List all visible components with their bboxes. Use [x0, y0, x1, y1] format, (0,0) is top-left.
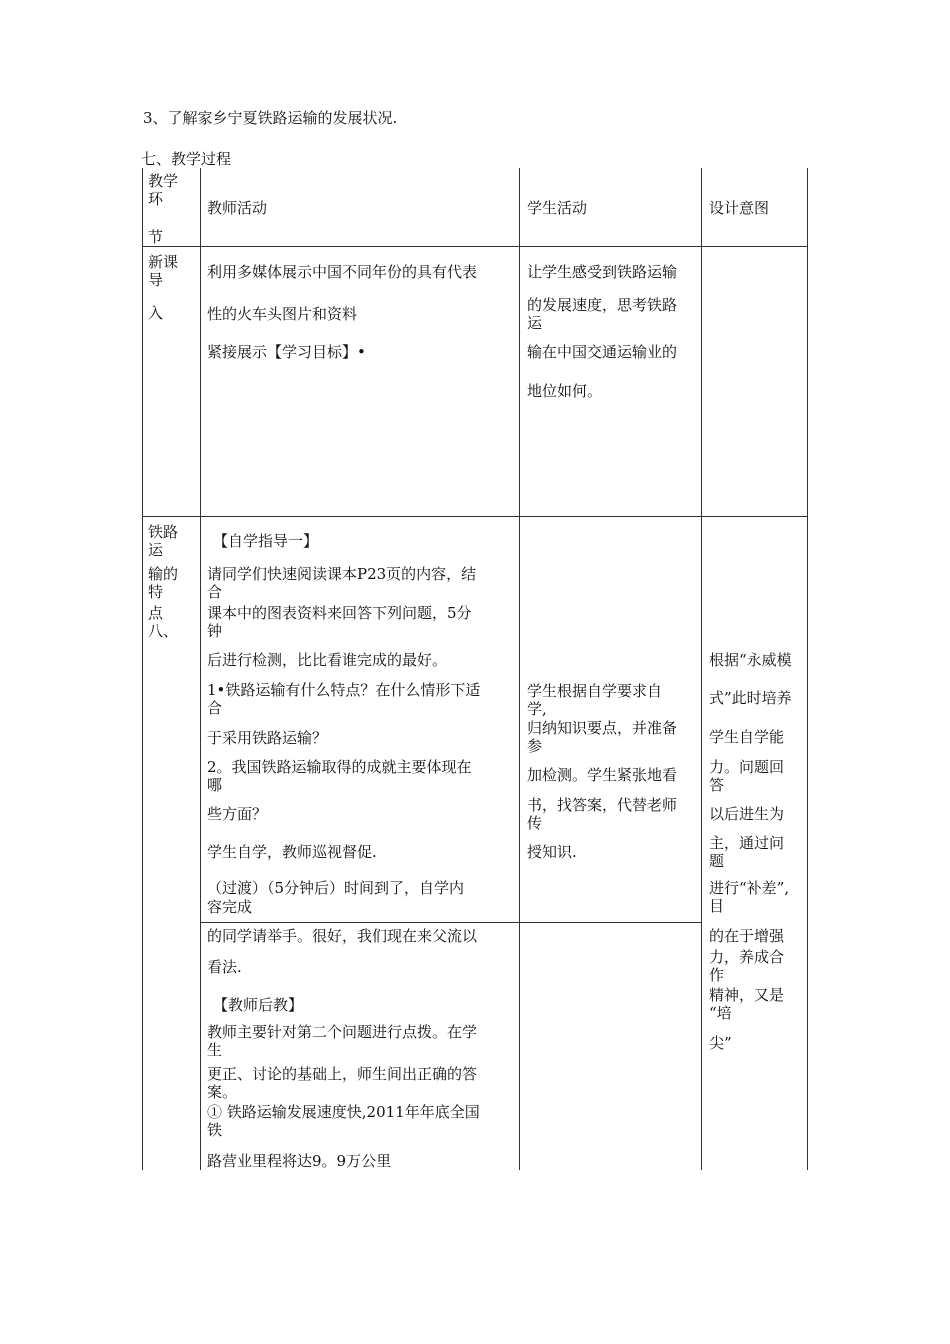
row2-design-line: 精神，又是	[709, 986, 785, 1004]
row2-teacher-line: 【教师后教】	[213, 996, 304, 1014]
row2-student-line: 传	[527, 814, 543, 832]
row2-teacher-line: 1•铁路运输有什么特点？在什么情形下适	[207, 681, 481, 699]
row2-teacher-line: 更正、讨论的基础上，师生间出正确的答	[207, 1065, 478, 1083]
row2-teacher-line: 后进行检测，比比看谁完成的最好。	[207, 651, 448, 669]
row2-design-line: 主，通过问	[709, 834, 785, 852]
row2-design-line: 力，养成合	[709, 948, 785, 966]
row2-teacher-line: 教师主要针对第二个问题进行点拨。在学	[207, 1023, 478, 1041]
row2-design-line: 题	[709, 852, 725, 870]
row2-teacher-line: 学生自学，教师巡视督促.	[207, 843, 377, 861]
header-stage-line: 环	[148, 190, 164, 208]
table-divider-3	[701, 168, 702, 1170]
table-divider-1	[200, 168, 201, 1170]
header-stage-line: 节	[148, 228, 164, 246]
row2-stage-line: 特	[148, 583, 164, 601]
row2-student-line: 学生根据自学要求自	[527, 682, 663, 700]
row2-design-line: 的在于增强	[709, 927, 785, 945]
row2-student-line: 学,	[527, 700, 547, 718]
row1-stage-line: 入	[148, 304, 164, 322]
row2-design-line: 力。问题回	[709, 758, 785, 776]
row2-design-line: 答	[709, 776, 725, 794]
row2-teacher-line: 于采用铁路运输？	[207, 729, 328, 747]
header-teacher: 教师活动	[207, 199, 268, 217]
row2-teacher-line: 生	[207, 1041, 223, 1059]
row2-teacher-line: 【自学指导一】	[213, 532, 319, 550]
row2-design-line: “培	[709, 1004, 732, 1022]
row2-teacher-line: 些方面？	[207, 805, 268, 823]
row2-teacher-line: 路营业里程将达9。9万公里	[207, 1152, 392, 1170]
row1-teacher-line: 利用多媒体展示中国不同年份的具有代表	[207, 263, 478, 281]
row2-design-line: 尖”	[709, 1034, 732, 1052]
row2-design-line: 以后进生为	[709, 805, 785, 823]
row1-student-line: 让学生感受到铁路运输	[527, 263, 678, 281]
row2-student-line: 参	[527, 737, 543, 755]
row2-teacher-line: 合	[207, 583, 223, 601]
row2-teacher-line: 钟	[207, 622, 223, 640]
student-cell-split	[519, 922, 702, 923]
table-border-right	[807, 168, 808, 1170]
header-design: 设计意图	[709, 199, 770, 217]
row2-design-line: 式”此时培养	[709, 689, 792, 707]
row1-stage-line: 导	[148, 271, 164, 289]
row2-teacher-line: （过渡）（5分钟后）时间到了，自学内	[207, 879, 465, 897]
section-title: 七、教学过程	[141, 150, 232, 168]
row1-student-line: 地位如何。	[527, 382, 603, 400]
row1-teacher-line: 性的火车头图片和资料	[207, 305, 358, 323]
row2-design-line: 目	[709, 897, 725, 915]
row1-bottom	[142, 516, 808, 517]
row1-stage-line: 新课	[148, 253, 179, 271]
row2-teacher-line: 2。我国铁路运输取得的成就主要体现在	[207, 758, 472, 776]
row2-student-line: 书，找答案，代替老师	[527, 796, 678, 814]
row2-stage-line: 八、	[148, 622, 179, 640]
row2-teacher-line: 哪	[207, 776, 223, 794]
header-stage-line: 教学	[148, 172, 179, 190]
row2-teacher-line: ① 铁路运输发展速度快,2011年年底全国	[207, 1103, 480, 1121]
header-row-bottom	[142, 246, 808, 247]
row1-student-line: 运	[527, 314, 543, 332]
row2-teacher-line: 看法.	[207, 958, 242, 976]
intro-line: 3、了解家乡宁夏铁路运输的发展状况.	[143, 109, 398, 127]
row2-stage-line: 输的	[148, 565, 179, 583]
row2-teacher-line: 的同学请举手。很好，我们现在来父流以	[207, 927, 478, 945]
row2-design-line: 进行“补差”,	[709, 879, 790, 897]
row2-design-line: 作	[709, 966, 725, 984]
row2-stage-line: 铁路	[148, 523, 179, 541]
row2-student-line: 授知识.	[527, 843, 577, 861]
row2-teacher-line: 请同学们快速阅读课本P23页的内容，结	[207, 565, 477, 583]
row2-teacher-line: 铁	[207, 1121, 223, 1139]
row2-stage-line: 运	[148, 541, 164, 559]
row2-stage-line: 点	[148, 604, 164, 622]
row1-student-line: 输在中国交通运输业的	[527, 343, 678, 361]
row2-student-line: 加检测。学生紧张地看	[527, 766, 678, 784]
row2-teacher-line: 合	[207, 699, 223, 717]
row2-design-line: 学生自学能	[709, 728, 785, 746]
row2-student-line: 归纳知识要点，并准备	[527, 719, 678, 737]
row1-student-line: 的发展速度，思考铁路	[527, 296, 678, 314]
header-student: 学生活动	[527, 199, 588, 217]
table-border-left	[142, 168, 143, 1170]
row2-teacher-line: 案。	[207, 1083, 238, 1101]
row2-teacher-line: 容完成	[207, 898, 253, 916]
teacher-cell-split	[200, 922, 520, 923]
row2-design-line: 根据“永威模	[709, 651, 792, 669]
table-divider-2	[519, 168, 520, 1170]
row1-teacher-line: 紧接展示【学习目标】•	[207, 343, 366, 361]
row2-teacher-line: 课本中的图表资料来回答下列问题，5分	[207, 604, 472, 622]
